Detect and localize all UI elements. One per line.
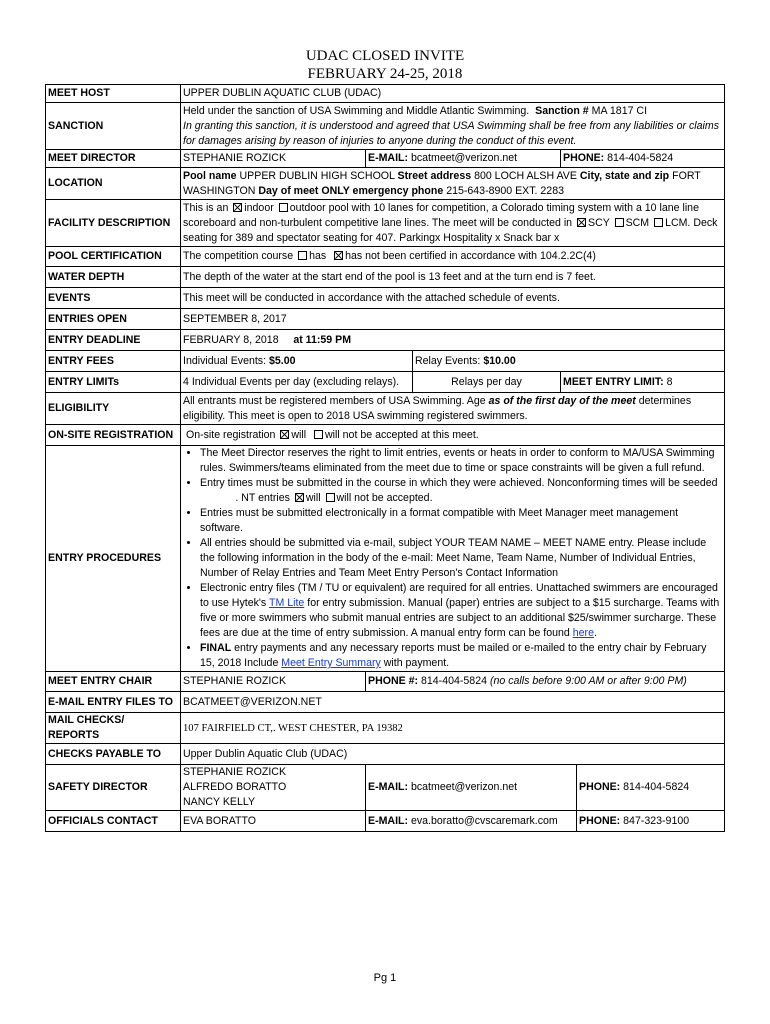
safety-phone: 814-404-5824 — [623, 781, 690, 793]
has-not-checkbox[interactable] — [334, 251, 343, 260]
eligibility-text-1: All entrants must be registered members of USA Swimming. Age — [183, 394, 486, 407]
facility-value — [181, 200, 725, 247]
scy-label: SCY — [588, 216, 610, 229]
row-checks-payable — [46, 744, 725, 765]
location-label: LOCATION — [46, 168, 181, 200]
meet-director-phone: 814-404-5824 — [607, 152, 674, 164]
officials-label: OFFICIALS CONTACT — [46, 811, 181, 832]
emergency-phone-label: Day of meet ONLY emergency phone — [258, 184, 444, 197]
payable-label: CHECKS PAYABLE TO — [46, 744, 181, 765]
onsite-will-label: will — [291, 428, 307, 441]
entry-deadline-value — [181, 330, 725, 351]
page-number: Pg 1 — [373, 972, 397, 984]
row-location — [46, 168, 725, 200]
procedure-item: • Entries must be submitted electronically in a format compatible with Meet Manager meet management software. — [200, 506, 722, 536]
pool-cert-value — [181, 247, 725, 267]
location-value — [181, 168, 725, 200]
meet-info-table — [45, 84, 725, 832]
entry-procedures-list — [183, 446, 722, 671]
pool-cert-text-2: has not been certified in accordance with 104.2.2C(4) — [345, 250, 596, 262]
facility-text-1: This is an — [183, 201, 229, 214]
entry-procedures-value — [181, 446, 725, 672]
procedure-item: • Electronic entry files (TM / TU or equivalent) are required for all entries. Unattached swimmers are encouraged to use Hytek's TM Lite for entry submission. Manual (paper) entries are subject to a $15 surcharge. Teams with five or more swimmers who submit manual entries are subject to an additional $25/swimmer surcharge. These fees are due at the time of entry submission. A manual entry form can be found here. — [200, 581, 722, 641]
officials-phone: 847-323-9100 — [623, 814, 690, 827]
safety-label: SAFETY DIRECTOR — [46, 765, 181, 811]
row-entry-chair — [46, 672, 725, 692]
lcm-checkbox[interactable] — [654, 218, 663, 227]
procedure-item — [200, 641, 722, 671]
city-label: City, state and zip — [579, 169, 670, 182]
facility-text-3: Deck seating for 389 and spectator seating for 407. Parkingx Hospitality x Snack bar x — [183, 216, 718, 244]
mail-checks-label: MAIL CHECKS/ REPORTS — [46, 713, 181, 744]
entry-limits-label: ENTRY LIMITs — [46, 372, 181, 393]
facility-label: FACILITY DESCRIPTION — [46, 200, 181, 247]
onsite-will-not-checkbox[interactable] — [314, 430, 323, 439]
row-water-depth — [46, 267, 725, 288]
row-entry-limits — [46, 372, 725, 393]
row-eligibility — [46, 393, 725, 425]
entry-fees-label: ENTRY FEES — [46, 351, 181, 372]
nt-will-label: will — [305, 492, 321, 504]
safety-email: bcatmeet@verizon.net — [410, 781, 518, 793]
procedure-item — [200, 476, 722, 506]
officials-email: eva.boratto@cvscaremark.com — [410, 814, 558, 827]
officials-phone-cell — [577, 811, 725, 832]
meet-entry-limit-label: MEET ENTRY LIMIT: — [563, 375, 664, 388]
row-safety-director — [46, 765, 725, 811]
entry-chair-name: STEPHANIE ROZICK — [181, 672, 366, 692]
onsite-will-checkbox[interactable] — [280, 430, 289, 439]
onsite-text-1: On-site registration — [185, 428, 276, 441]
individual-fee-label: Individual Events: — [183, 354, 267, 367]
entry-chair-note: (no calls before 9:00 AM or after 9:00 PM) — [489, 675, 687, 687]
onsite-label: ON-SITE REGISTRATION — [46, 425, 181, 446]
email-entry-value: BCATMEET@VERIZON.NET — [181, 692, 725, 713]
row-entry-fees — [46, 351, 725, 372]
meet-director-phone-label: PHONE: — [563, 152, 605, 164]
nt-will-not-label: will not be accepted. — [336, 492, 433, 504]
eligibility-value — [181, 393, 725, 425]
relay-fee: $10.00 — [483, 354, 516, 367]
row-facility — [46, 200, 725, 247]
indoor-checkbox[interactable] — [233, 203, 242, 212]
safety-email-cell — [366, 765, 577, 811]
pool-name: UPPER DUBLIN HIGH SCHOOL — [239, 169, 395, 182]
meet-director-email-cell — [366, 150, 561, 168]
facility-text-2: outdoor pool with 10 lanes for competition, a Colorado timing system with a 10 lane line scoreboard and non-turbulent competitive lane lines. The meet will be conducted in — [183, 201, 699, 229]
pool-cert-text-1: The competition course — [183, 250, 294, 262]
street-label: Street address — [397, 169, 472, 182]
meet-director-email-label: E-MAIL: — [368, 152, 409, 164]
events-label: EVENTS — [46, 288, 181, 309]
entries-open-value: SEPTEMBER 8, 2017 — [181, 309, 725, 330]
meet-entry-limit-cell — [561, 372, 725, 393]
procedure-text: with payment. — [383, 657, 450, 669]
meet-director-label: MEET DIRECTOR — [46, 150, 181, 168]
row-meet-director — [46, 150, 725, 168]
entry-procedures-label: ENTRY PROCEDURES — [46, 446, 181, 672]
nt-will-checkbox[interactable] — [295, 493, 304, 502]
safety-name: STEPHANIE ROZICK — [183, 766, 287, 778]
sanction-label: SANCTION — [46, 103, 181, 150]
procedure-text: for entry submission. Manual (paper) entries are subject to a $15 surcharge. Teams with five or more swimmers who submit manual entries are subject to an additional $25/swimmer surcharge. These fees are due at the time of entry submission. A manual entry form can be found — [200, 597, 720, 639]
eligibility-label: ELIGIBILITY — [46, 393, 181, 425]
outdoor-checkbox[interactable] — [279, 203, 288, 212]
onsite-value — [181, 425, 725, 446]
eligibility-emphasis: as of the first day of the meet — [488, 394, 636, 407]
entry-chair-label: MEET ENTRY CHAIR — [46, 672, 181, 692]
pool-name-label: Pool name — [183, 169, 237, 182]
eligibility-text-2: determines eligibility. This meet is open to 2018 USA swimming registered swimmers. — [183, 394, 692, 422]
meet-entry-summary-link[interactable]: Meet Entry Summary — [281, 657, 381, 669]
scm-label: SCM — [625, 216, 650, 229]
safety-phone-cell — [577, 765, 725, 811]
meet-host-value: UPPER DUBLIN AQUATIC CLUB (UDAC) — [181, 85, 725, 103]
pool-cert-label: POOL CERTIFICATION — [46, 247, 181, 267]
emergency-phone: 215-643-8900 EXT. 2283 — [446, 184, 564, 197]
sanction-number-label: Sanction # — [535, 104, 589, 117]
entries-open-label: ENTRIES OPEN — [46, 309, 181, 330]
row-email-entry — [46, 692, 725, 713]
safety-name: NANCY KELLY — [183, 796, 256, 808]
events-value: This meet will be conducted in accordance with the attached schedule of events. — [181, 288, 725, 309]
document-title: UDAC CLOSED INVITE — [305, 48, 465, 64]
officials-email-cell — [366, 811, 577, 832]
tm-lite-link[interactable]: TM Lite — [268, 597, 305, 609]
procedure-text: Entry times must be submitted in the course in which they were achieved. Nonconforming times will be seeded — [200, 477, 718, 489]
meet-director-phone-cell — [561, 150, 725, 168]
procedure-text: entry payments and any necessary reports must be mailed or e-mailed to the entry chair by February 15, 2018 Include — [200, 642, 707, 669]
relay-fee-cell — [413, 351, 725, 372]
safety-names — [181, 765, 366, 811]
row-pool-certification — [46, 247, 725, 267]
indoor-label: indoor — [244, 201, 274, 214]
officials-name: EVA BORATTO — [181, 811, 366, 832]
individual-fee-cell — [181, 351, 413, 372]
manual-entry-form-link[interactable]: here — [572, 627, 594, 639]
entry-deadline-label: ENTRY DEADLINE — [46, 330, 181, 351]
safety-name: ALFREDO BORATTO — [183, 781, 287, 793]
sanction-text: Held under the sanction of USA Swimming and Middle Atlantic Swimming. — [183, 104, 530, 117]
meet-host-label: MEET HOST — [46, 85, 181, 103]
row-onsite-registration — [46, 425, 725, 446]
payable-value: Upper Dublin Aquatic Club (UDAC) — [181, 744, 725, 765]
meet-director-name: STEPHANIE ROZICK — [181, 150, 366, 168]
sanction-number: MA 1817 CI — [591, 104, 648, 117]
nt-entries-label: . NT entries — [235, 492, 290, 504]
onsite-text-2: will not be accepted at this meet. — [325, 428, 479, 441]
scy-checkbox[interactable] — [577, 218, 586, 227]
individual-fee: $5.00 — [269, 354, 296, 367]
scm-checkbox[interactable] — [615, 218, 624, 227]
entry-chair-phone-cell — [366, 672, 725, 692]
individual-limit: 4 Individual Events per day (excluding relays). — [181, 372, 413, 393]
street-address: 800 LOCH ALSH AVE — [474, 169, 577, 182]
row-entry-deadline — [46, 330, 725, 351]
row-entries-open — [46, 309, 725, 330]
relay-fee-label: Relay Events: — [415, 354, 481, 367]
officials-email-label: E-MAIL: — [368, 814, 409, 827]
row-sanction — [46, 103, 725, 150]
meet-dates: FEBRUARY 24-25, 2018 — [307, 66, 463, 82]
has-checkbox[interactable] — [298, 251, 307, 260]
city: FORT WASHINGTON — [183, 169, 701, 197]
entry-deadline-time: at 11:59 PM — [293, 333, 352, 346]
sanction-liability: In granting this sanction, it is understood and agreed that USA Swimming shall be free from any liabilities or claims for damages arising by reason of injuries to anyone during the conduct of this event. — [183, 119, 720, 147]
entry-chair-phone-label: PHONE #: — [368, 675, 419, 687]
has-label: has — [309, 250, 327, 262]
water-depth-label: WATER DEPTH — [46, 267, 181, 288]
row-meet-host — [46, 85, 725, 103]
lcm-label: LCM. — [665, 216, 691, 229]
procedure-item: • The Meet Director reserves the right to limit entries, events or heats in order to conform to MA/USA Swimming rules. Swimmers/teams eliminated from the meet due to time or space constraints will be given a full refund. — [200, 446, 722, 476]
mail-checks-value: 107 FAIRFIELD CT,. WEST CHESTER, PA 19382 — [181, 713, 725, 744]
safety-phone-label: PHONE: — [579, 781, 621, 793]
meet-director-email: bcatmeet@verizon.net — [410, 152, 518, 164]
entry-deadline-date: FEBRUARY 8, 2018 — [183, 333, 279, 346]
procedure-final-label: FINAL — [200, 642, 232, 654]
relay-limit: Relays per day — [413, 372, 561, 393]
meet-entry-limit: 8 — [666, 375, 673, 388]
procedure-item: • All entries should be submitted via e-mail, subject YOUR TEAM NAME – MEET NAME entry. Please include the following information in the body of the e-mail: Meet Name, Team Name, Number of Individual Entries, Number of Relay Entries and Team Meet Entry Person's Contact Information — [200, 536, 722, 581]
procedure-text: Electronic entry files (TM / TU or equivalent) are required for all entries. Unattached swimmers are encouraged to use Hytek's — [200, 582, 718, 609]
row-officials-contact — [46, 811, 725, 832]
row-events — [46, 288, 725, 309]
entry-chair-phone: 814-404-5824 — [421, 675, 487, 687]
email-entry-label: E-MAIL ENTRY FILES TO — [46, 692, 181, 713]
officials-phone-label: PHONE: — [579, 814, 621, 827]
nt-will-not-checkbox[interactable] — [326, 493, 335, 502]
row-mail-checks — [46, 713, 725, 744]
row-entry-procedures — [46, 446, 725, 672]
safety-email-label: E-MAIL: — [368, 781, 409, 793]
water-depth-value: The depth of the water at the start end of the pool is 13 feet and at the turn end is 7 feet. — [181, 267, 725, 288]
sanction-value — [181, 103, 725, 150]
